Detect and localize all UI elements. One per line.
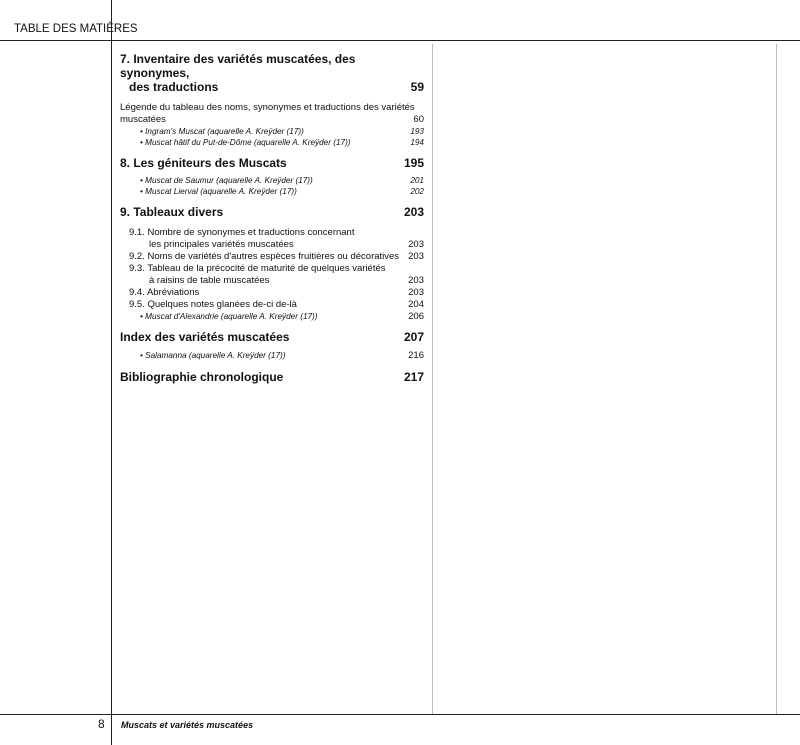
legend-row [120,114,424,126]
spacer [120,94,424,102]
index-page: 207 [403,330,424,344]
subsection-9-4-label: 9.4. Abréviations [129,287,200,298]
subsection-9-4 [120,287,424,299]
section-7-title-line1: 7. Inventaire des variétés muscatées, des synonymes, [120,52,356,80]
subsection-9-5-page: 204 [408,299,424,310]
section-8-title: 8. Les géniteurs des Muscats [120,156,287,170]
legend-line2: muscatées [120,114,166,125]
illustration-label: • Muscat de Saumur (aquarelle A. Kreÿder (17)) [140,176,313,185]
subsection-9-3-line1: 9.3. Tableau de la précocité de maturité de quelques variétés [129,263,386,274]
subsection-9-1-page: 203 [408,239,424,250]
legend-page: 60 [413,114,424,125]
subsection-9-1-line2: les principales variétés muscatées [149,239,294,250]
illustration-page: 193 [410,127,424,136]
spacer [120,148,424,156]
spacer [120,219,424,227]
footer-book-title: Muscats et variétés muscatées [121,720,254,730]
subsection-9-1-line1: 9.1. Nombre de synonymes et traductions concernant [129,227,355,238]
illustration-entry [120,126,424,137]
spacer [120,197,424,205]
subsection-9-2-page: 203 [408,251,424,262]
subsection-9-3 [120,263,424,287]
section-9-page: 203 [403,205,424,219]
section-7-title-line2: des traductions [129,80,219,94]
section-7-legend [120,102,424,126]
subsection-9-4-page: 203 [408,287,424,298]
illustration-label: • Salamanna (aquarelle A. Kreÿder (17)) [140,351,286,360]
illustration-page: 206 [408,311,424,322]
column-divider [432,44,433,714]
footer-rule [0,714,800,715]
subsection-9-2-label: 9.2. Noms de variétés d'autres espèces fruitières ou décoratives [129,251,400,262]
left-column-rule [111,0,112,745]
illustration-page: 201 [410,176,424,185]
illustration-label: • Ingram's Muscat (aquarelle A. Kreÿder (17)) [140,127,304,136]
illustration-label: • Muscat hâtif du Put-de-Dôme (aquarelle A. Kreÿder (17)) [140,138,351,147]
illustration-entry [120,137,424,148]
footer-page-number: 8 [98,717,105,731]
illustration-entry [120,175,424,186]
subsection-9-2 [120,251,424,263]
illustration-page: 194 [410,138,424,147]
illustration-label: • Muscat d'Alexandrie (aquarelle A. Kreÿder (17)) [140,312,318,321]
toc-section-7 [120,52,424,94]
toc-bibliography [120,370,424,384]
illustration-entry [120,186,424,197]
subsection-9-1-row [129,239,424,251]
subsection-9-3-page: 203 [408,275,424,286]
subsection-9-5-label: 9.5. Quelques notes glanées de-ci de-là [129,299,297,310]
toc-index [120,330,424,344]
bibliography-page: 217 [403,370,424,384]
illustration-entry [120,350,424,361]
illustration-entry [120,311,424,322]
spacer [120,322,424,330]
bibliography-title: Bibliographie chronologique [120,370,284,384]
toc-column [120,52,424,384]
toc-section-8 [120,156,424,170]
illustration-label: • Muscat Lierval (aquarelle A. Kreÿder (17)) [140,187,297,196]
section-9-title: 9. Tableaux divers [120,205,224,219]
index-title: Index des variétés muscatées [120,330,290,344]
illustration-page: 216 [408,350,424,361]
section-7-title-row [120,80,424,94]
toc-section-9 [120,205,424,219]
right-divider [776,44,777,714]
legend-line1: Légende du tableau des noms, synonymes et traductions des variétés [120,102,415,113]
header-rule [0,40,800,41]
running-header: TABLE DES MATIÈRES [14,23,138,35]
section-8-page: 195 [403,156,424,170]
section-7-page: 59 [410,80,424,94]
illustration-page: 202 [410,187,424,196]
subsection-9-3-line2: à raisins de table muscatées [149,275,270,286]
subsection-9-5 [120,299,424,311]
spacer [120,361,424,370]
subsection-9-3-row [129,275,424,287]
subsection-9-1 [120,227,424,251]
